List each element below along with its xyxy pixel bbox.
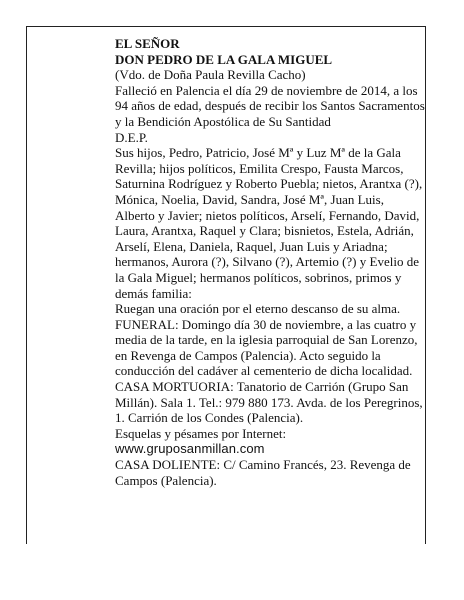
title-line-2: DON PEDRO DE LA GALA MIGUEL bbox=[115, 51, 333, 67]
obituary-notice bbox=[115, 36, 425, 488]
prayer-line: Ruegan una oración por el eterno descanso de su alma. bbox=[115, 301, 401, 317]
title-line-1: EL SEÑOR bbox=[115, 36, 180, 51]
website-link[interactable]: www.gruposanmillan.com bbox=[115, 441, 265, 457]
mortuary-paragraph: CASA MORTUORIA: Tanatorio de Carrión (Grupo San Millán). Sala 1. Tel.: 979 880 173. Avda. de los Peregrinos, 1. Carrión de los Condes (Palencia). bbox=[115, 379, 423, 426]
mourning-paragraph: CASA DOLIENTE: C/ Camino Francés, 23. Revenga de Campos (Palencia). bbox=[115, 457, 411, 488]
widow-line: (Vdo. de Doña Paula Revilla Cacho) bbox=[115, 67, 306, 83]
family-paragraph: Sus hijos, Pedro, Patricio, José Mª y Luz Mª de la Gala Revilla; hijos políticos, Emilita Crespo, Fausta Marcos, Saturnina Rodríguez y Roberto Puebla; nietos, Arantxa (?), Mónica, Noelia, David, Sandra, José Mª, Juan Luis, Alberto y Javier; nietos políticos, Arselí, Fernando, David, Laura, Arantxa, Raquel y Clara; bisnietos, Estela, Adrián, Arselí, Elena, Daniela, Raquel, Juan Luis y Ariadna; hermanos, Aurora (?), Silvano (?), Artemio (?) y Evelio de la Gala Miguel; hermanos políticos, sobrinos, primos y demás familia: bbox=[115, 145, 423, 301]
death-paragraph: Falleció en Palencia el día 29 de noviembre de 2014, a los 94 años de edad, después de recibir los Santos Sacramentos y la Bendición Apostólica de Su Santidad bbox=[115, 82, 425, 129]
dep-line: D.E.P. bbox=[115, 129, 148, 145]
funeral-paragraph: FUNERAL: Domingo día 30 de noviembre, a las cuatro y media de la tarde, en la iglesia parroquial de San Lorenzo, en Revenga de Campos (Palencia). Acto seguido la conducción del cadáver al cementerio de dicha localidad. bbox=[115, 316, 418, 379]
internet-label: Esquelas y pésames por Internet: bbox=[115, 425, 287, 441]
